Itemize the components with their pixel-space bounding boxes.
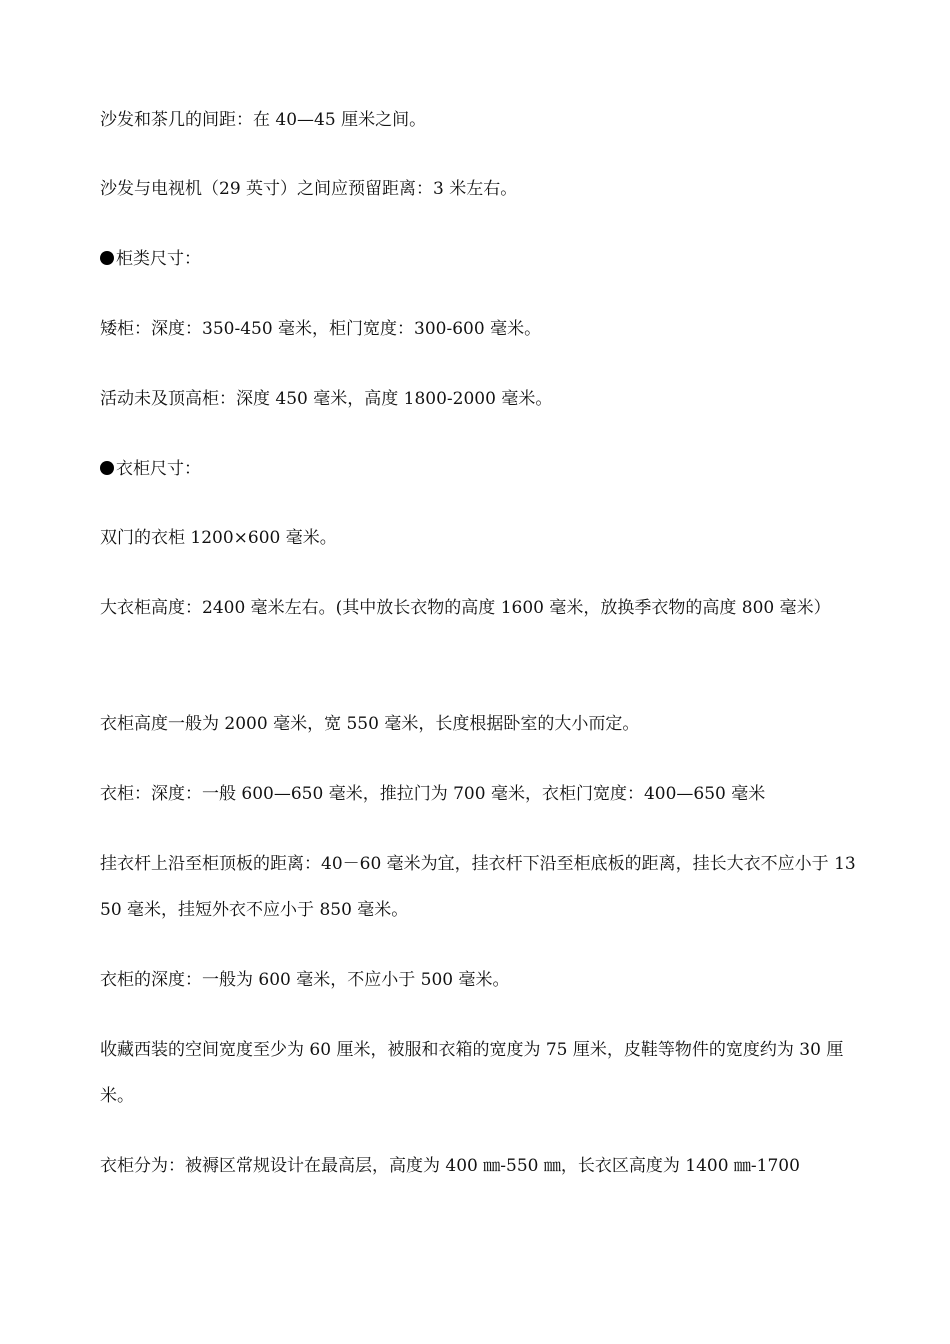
paragraph-low-cabinet xyxy=(100,306,858,352)
paragraph-text: 沙发与电视机（29 英寸）之间应预留距离：3 米左右。 xyxy=(100,179,518,199)
paragraph-text: 挂衣杆上沿至柜顶板的距离：40－60 毫米为宜，挂衣杆下沿至柜底板的距离，挂长大衣不应小于 1350 毫米，挂短外衣不应小于 850 毫米。 xyxy=(100,854,856,920)
heading-wardrobe-sizes xyxy=(100,446,858,492)
heading-cabinet-sizes xyxy=(100,236,858,282)
paragraph-sofa-table-spacing xyxy=(100,97,858,143)
paragraph-text: 衣柜的深度：一般为 600 毫米，不应小于 500 毫米。 xyxy=(100,970,510,990)
paragraph-text: 活动未及顶高柜：深度 450 毫米，高度 1800-2000 毫米。 xyxy=(100,389,553,409)
paragraph-storage-widths xyxy=(100,1027,858,1119)
paragraph-wardrobe-general-size xyxy=(100,701,858,747)
heading-text: 衣柜尺寸： xyxy=(116,459,201,479)
paragraph-text: 收藏西装的空间宽度至少为 60 厘米，被服和衣箱的宽度为 75 厘米，皮鞋等物件的宽度约为 30 厘米。 xyxy=(100,1040,844,1106)
paragraph-text: 大衣柜高度：2400 毫米左右。(其中放长衣物的高度 1600 毫米，放换季衣物的高度 800 毫米） xyxy=(100,598,831,618)
paragraph-wardrobe-depth-doors xyxy=(100,771,858,817)
paragraph-sofa-tv-distance xyxy=(100,166,858,212)
paragraph-double-door-wardrobe xyxy=(100,515,858,561)
paragraph-wardrobe-zones xyxy=(100,1143,858,1189)
paragraph-hanging-rod xyxy=(100,841,858,933)
paragraph-text: 矮柜：深度：350-450 毫米，柜门宽度：300-600 毫米。 xyxy=(100,319,542,339)
bullet-icon xyxy=(100,461,114,475)
paragraph-wardrobe-depth xyxy=(100,957,858,1003)
heading-text: 柜类尺寸： xyxy=(116,249,201,269)
paragraph-large-wardrobe-height xyxy=(100,585,858,631)
paragraph-text: 衣柜：深度：一般 600—650 毫米，推拉门为 700 毫米，衣柜门宽度：400—650 毫米 xyxy=(100,784,766,804)
bullet-icon xyxy=(100,251,114,265)
paragraph-text: 衣柜高度一般为 2000 毫米，宽 550 毫米，长度根据卧室的大小而定。 xyxy=(100,714,640,734)
paragraph-text: 双门的衣柜 1200×600 毫米。 xyxy=(100,528,337,548)
paragraph-high-cabinet xyxy=(100,376,858,422)
paragraph-text: 沙发和茶几的间距：在 40—45 厘米之间。 xyxy=(100,110,427,130)
paragraph-text: 衣柜分为：被褥区常规设计在最高层，高度为 400 ㎜-550 ㎜，长衣区高度为 1400 ㎜-1700 xyxy=(100,1156,800,1176)
